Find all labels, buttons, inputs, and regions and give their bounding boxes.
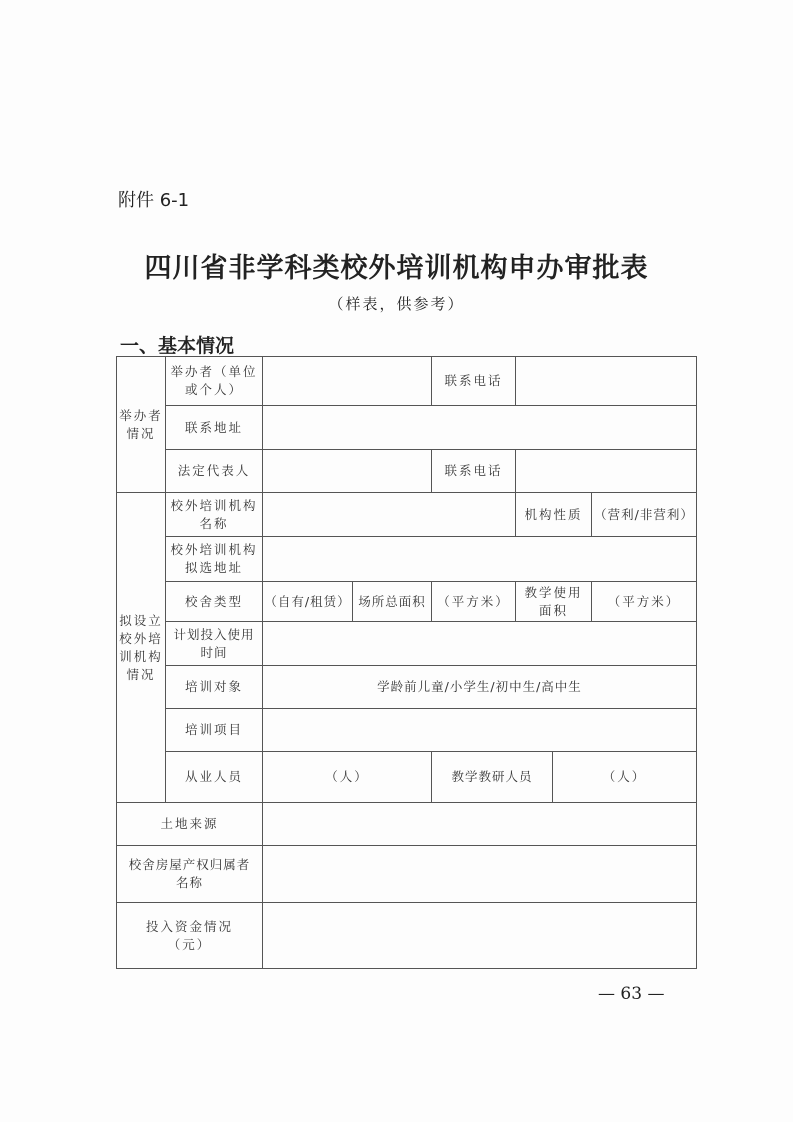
label-property-owner: 校舍房屋产权归属者 名称 — [116, 845, 263, 903]
building-type-input[interactable]: （自有/租赁） — [262, 581, 353, 622]
target-input[interactable]: 学龄前儿童/小学生/初中生/高中生 — [262, 665, 697, 709]
label-phone: 联系电话 — [431, 356, 516, 406]
label-teaching-staff: 教学教研人员 — [431, 751, 553, 803]
teaching-staff-input[interactable]: （人） — [552, 751, 697, 803]
label-legal-rep: 法定代表人 — [165, 449, 263, 493]
address-input[interactable] — [262, 405, 697, 450]
document-subtitle: （样表，供参考） — [328, 295, 465, 313]
funds-input[interactable] — [262, 902, 697, 969]
page-number: — 63 — — [598, 984, 665, 1004]
inst-name-input[interactable] — [262, 492, 516, 537]
planned-time-input[interactable] — [262, 621, 697, 666]
label-address: 联系地址 — [165, 405, 263, 450]
label-building-type: 校舍类型 — [165, 581, 263, 622]
label-nature: 机构性质 — [515, 492, 592, 537]
section-heading: 一、基本情况 — [120, 335, 235, 357]
land-source-input[interactable] — [262, 802, 697, 846]
teaching-area-input[interactable]: （平方米） — [591, 581, 697, 622]
label-phone-2: 联系电话 — [431, 449, 516, 493]
label-organizer: 举办者（单位 或个人） — [165, 356, 263, 406]
document-title: 四川省非学科类校外培训机构申办审批表 — [144, 253, 649, 284]
staff-input[interactable]: （人） — [262, 751, 432, 803]
projects-input[interactable] — [262, 708, 697, 752]
nature-input[interactable]: （营利/非营利） — [591, 492, 697, 537]
property-owner-input[interactable] — [262, 845, 697, 903]
label-inst-address: 校外培训机构 拟选地址 — [165, 536, 263, 582]
label-teaching-area: 教学使用 面积 — [515, 581, 592, 622]
label-projects: 培训项目 — [165, 708, 263, 752]
total-area-input[interactable]: （平方米） — [431, 581, 516, 622]
phone-input[interactable] — [515, 356, 697, 406]
inst-address-input[interactable] — [262, 536, 697, 582]
phone-2-input[interactable] — [515, 449, 697, 493]
label-planned-time: 计划投入使用 时间 — [165, 621, 263, 666]
legal-rep-input[interactable] — [262, 449, 432, 493]
group-label-organizer: 举办者 情况 — [116, 356, 166, 493]
label-target: 培训对象 — [165, 665, 263, 709]
label-funds: 投入资金情况 （元） — [116, 902, 263, 969]
label-staff: 从业人员 — [165, 751, 263, 803]
label-land-source: 土地来源 — [116, 802, 263, 846]
attachment-label: 附件 6-1 — [118, 190, 190, 211]
label-inst-name: 校外培训机构 名称 — [165, 492, 263, 537]
label-total-area: 场所总面积 — [352, 581, 432, 622]
organizer-input[interactable] — [262, 356, 432, 406]
group-label-institution: 拟设立 校外培 训机构 情况 — [116, 492, 166, 803]
